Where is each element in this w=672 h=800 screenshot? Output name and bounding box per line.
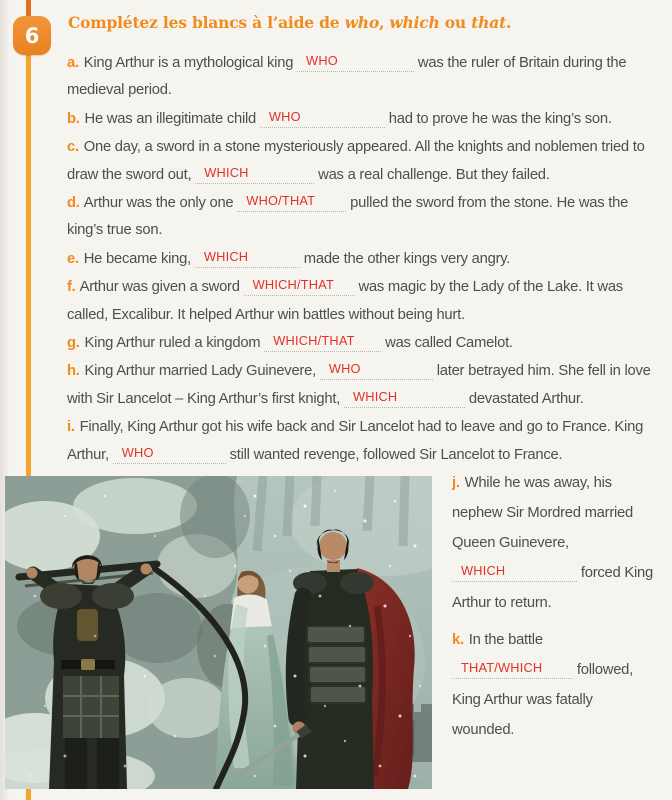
item-text: Arthur was the only one (83, 195, 234, 212)
item-letter: h. (67, 363, 80, 380)
answer-text: THAT/WHICH (461, 660, 543, 675)
answer-text: WHICH (204, 164, 249, 180)
item-text: Finally, King Arthur got his wife back and Sir Lancelot had to leave and go to France. King Arthur, (67, 419, 644, 463)
item-text: In the battle (468, 632, 543, 648)
item-text: was called Camelot. (385, 335, 513, 352)
answer-text: WHICH/THAT (252, 277, 334, 293)
item-text: King Arthur ruled a kingdom (84, 335, 261, 352)
title-sep: , (378, 13, 390, 32)
item-text: While he was away, his nephew Sir Mordred married Queen Guinevere, (452, 475, 634, 551)
item-letter: c. (67, 139, 79, 156)
title-period: . (506, 13, 512, 32)
answer-text: WHO (306, 53, 338, 68)
item-text: He was an illegitimate child (84, 110, 256, 127)
right-column (452, 468, 657, 752)
answer-text: WHO (268, 108, 301, 124)
item-i (67, 414, 664, 469)
title-text: Complétez les blancs à l’aide de (68, 13, 345, 32)
item-text: King Arthur is a mythological king (83, 55, 294, 71)
answer-text: WHO (328, 361, 361, 377)
item-letter: g. (67, 335, 80, 352)
item-text: Arthur was given a sword (79, 279, 240, 296)
item-letter: d. (67, 195, 80, 212)
item-e (67, 246, 664, 273)
answer-blank-c (195, 164, 314, 184)
item-letter: a. (67, 55, 79, 71)
answer-text: WHICH (203, 248, 249, 264)
answer-blank-f (244, 277, 355, 296)
item-a (67, 50, 664, 105)
answer-blank-h2 (344, 388, 465, 408)
item-b (67, 106, 664, 133)
item-j (452, 468, 657, 618)
item-text: forced King Arthur to return. (452, 565, 653, 611)
item-text: was magic by the Lady of the Lake. It was called, Excalibur. It helped Arthur win battles without being hurt. (67, 279, 623, 323)
answer-blank-i (113, 444, 226, 464)
answer-blank-k (452, 660, 573, 679)
title-word-who: who (344, 13, 379, 32)
item-k (452, 625, 657, 745)
title-word-that: that (471, 13, 507, 32)
answer-text: WHO (121, 444, 154, 460)
item-text: was the ruler of Britain during the medieval period. (67, 55, 627, 99)
answer-text: WHICH (461, 563, 506, 578)
title-sep: ou (439, 13, 472, 32)
item-letter: b. (67, 110, 80, 127)
answer-blank-h1 (320, 361, 433, 380)
item-text: followed, King Arthur was fatally wounded. (452, 662, 634, 738)
answer-blank-j (452, 563, 577, 582)
item-text: King Arthur married Lady Guinevere, (84, 363, 316, 380)
exercise-number: 6 (24, 23, 40, 48)
item-text: had to prove he was the king’s son. (388, 110, 612, 127)
title-word-which: which (389, 13, 440, 32)
exercise-items (67, 50, 664, 470)
answer-blank-a (297, 53, 414, 72)
answer-blank-d (237, 193, 346, 212)
item-letter: e. (67, 250, 79, 267)
item-text: He became king, (83, 250, 192, 267)
item-text: devastated Arthur. (468, 390, 584, 407)
answer-blank-e (195, 248, 300, 268)
item-h (67, 358, 664, 413)
item-c (67, 134, 664, 189)
item-letter: k. (452, 632, 464, 648)
item-text: was a real challenge. But they failed. (318, 166, 550, 183)
item-letter: j. (452, 475, 460, 491)
exercise-number-badge (13, 16, 51, 55)
answer-blank-b (260, 108, 385, 128)
item-text: One day, a sword in a stone mysteriously appeared. All the knights and noblemen tried to draw the sword out, (67, 139, 645, 183)
answer-text: WHICH/THAT (273, 333, 355, 349)
item-text: later betrayed him. She fell in love with Sir Lancelot – King Arthur’s first knight, (67, 363, 651, 407)
item-text: pulled the sword from the stone. He was the king’s true son. (67, 195, 629, 239)
answer-text: WHICH (352, 388, 398, 404)
answer-text: WHO/THAT (246, 193, 316, 209)
answer-blank-g (264, 333, 381, 352)
accent-vertical-line-top (26, 0, 31, 16)
item-text: still wanted revenge, followed Sir Lancelot to France. (229, 446, 563, 463)
film-photo-illustration (5, 476, 432, 789)
item-letter: f. (67, 279, 76, 296)
exercise-title (68, 13, 511, 32)
item-text: made the other kings very angry. (303, 250, 511, 267)
item-letter: i. (67, 419, 75, 436)
film-photo (5, 476, 432, 789)
item-d (67, 190, 664, 245)
item-f (67, 274, 664, 329)
item-g (67, 330, 664, 357)
